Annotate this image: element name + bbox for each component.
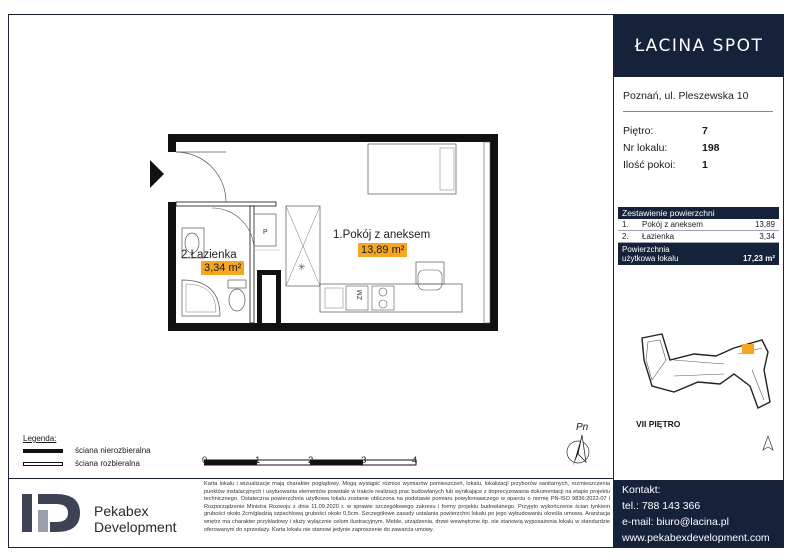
info-panel bbox=[613, 14, 784, 548]
building-floor-map bbox=[634, 330, 774, 420]
fact-rooms: Ilość pokoi: 1 bbox=[623, 158, 708, 171]
area-summary-table bbox=[618, 207, 779, 265]
entrance-arrow-icon bbox=[150, 160, 164, 188]
area-badge-bathroom: 3,34 m² bbox=[201, 261, 244, 275]
table-row: 1. Pokój z aneksem 13,89 bbox=[618, 219, 779, 231]
svg-text:✳: ✳ bbox=[298, 263, 306, 273]
disclaimer-text: Karta lokalu i wizualizacje mają charakter poglądowy. Mogą wystąpić różnice wymiarów pomieszczeń, lokalu, lokalizacji przyborów sanitarnych, rozmieszczenia punktów instalacyjnych i usytuowania elementów powstałe w trakcie realizacji prac budowlanych lub wynikające z doprecyzowania dokumentacji na etapie projektu technicznego. Ostateczna powierzchnia użytkowa lokalu zostanie obliczona na podstawie pomiaru powykonawczego w oparciu o normę PN-ISO 9836:2022-07 i Rozporządzenie Ministra Rozwoju z dnia 11.09.2020 r. w sprawie szczegółowego zakresu i formy projektu budowlanego. Przyjęto wykończenie ścian tynkiem grubości około 2cm/gładzią szpachlową grubości około 0,5cm. Szczegółowe zasady ustalania powierzchni lokalu po jego wybudowaniu określa umowa. Aranżacja wnętrz ma charakter przykładowy i służy wyłącznie celom ilustracyjnym. Meble, urządzenia, drzwi wewnętrzne itp. nie stanowią wyposażenia lokalu w standardzie oferowanym do sprzedaży. Karta lokalu nie stanowi jedynie zaproszenie do zawarcia umowy. bbox=[204, 481, 610, 533]
scale-tick: 1 bbox=[255, 455, 261, 466]
fact-floor: Piętro: 7 bbox=[623, 124, 708, 137]
legend-thin-wall: ściana rozbieralna bbox=[23, 459, 140, 468]
scale-tick: 2 bbox=[308, 455, 314, 466]
room-label-bathroom: 2.Łazienka bbox=[181, 249, 237, 261]
fact-unit-number: Nr lokalu: 198 bbox=[623, 141, 720, 154]
scale-tick: 3 bbox=[361, 455, 367, 466]
area-badge-living: 13,89 m² bbox=[358, 243, 407, 257]
contact-box bbox=[614, 480, 784, 547]
fridge-mark: P bbox=[263, 229, 268, 236]
unit-highlight bbox=[742, 344, 754, 354]
apartment-facts bbox=[623, 122, 773, 173]
developer-logo-icon bbox=[20, 490, 85, 534]
developer-name: Pekabex Development bbox=[94, 503, 177, 535]
table-row: 2. Łazienka 3,34 bbox=[618, 231, 779, 243]
solid-wall-swatch bbox=[23, 449, 63, 453]
brand-logo bbox=[614, 14, 784, 77]
summary-total: Powierzchnia użytkowa lokalu 17,23 m² bbox=[618, 243, 779, 265]
thin-wall-swatch bbox=[23, 462, 63, 466]
compass bbox=[560, 422, 596, 468]
cooktop-mark: ZM bbox=[357, 289, 364, 300]
legend-title: Legenda: bbox=[23, 434, 57, 443]
north-arrow-icon bbox=[564, 432, 594, 468]
compass-label: Pn bbox=[576, 422, 589, 433]
summary-title: Zestawienie powierzchni bbox=[618, 207, 779, 219]
divider bbox=[623, 111, 773, 112]
small-north-arrow-icon bbox=[762, 436, 774, 454]
room-label-living: 1.Pokój z aneksem bbox=[333, 229, 431, 241]
legend-solid-wall: ściana nierozbieralna bbox=[23, 446, 151, 455]
brand-name: ŁACINA SPOT bbox=[634, 35, 764, 56]
contact-website[interactable]: www.pekabexdevelopment.com bbox=[622, 532, 770, 544]
footer-divider bbox=[8, 478, 613, 479]
scale-tick: 4 bbox=[412, 455, 418, 466]
address: Poznań, ul. Pleszewska 10 bbox=[623, 90, 749, 102]
floor-plan bbox=[140, 130, 510, 335]
total-area: 17,23 m² bbox=[742, 254, 775, 263]
contact-email[interactable]: e-mail: biuro@lacina.pl bbox=[622, 516, 729, 528]
scale-tick: 0 bbox=[202, 455, 208, 466]
contact-heading: Kontakt: bbox=[622, 484, 661, 496]
floor-label: VII PIĘTRO bbox=[636, 419, 681, 429]
contact-phone[interactable]: tel.: 788 143 366 bbox=[622, 500, 701, 512]
